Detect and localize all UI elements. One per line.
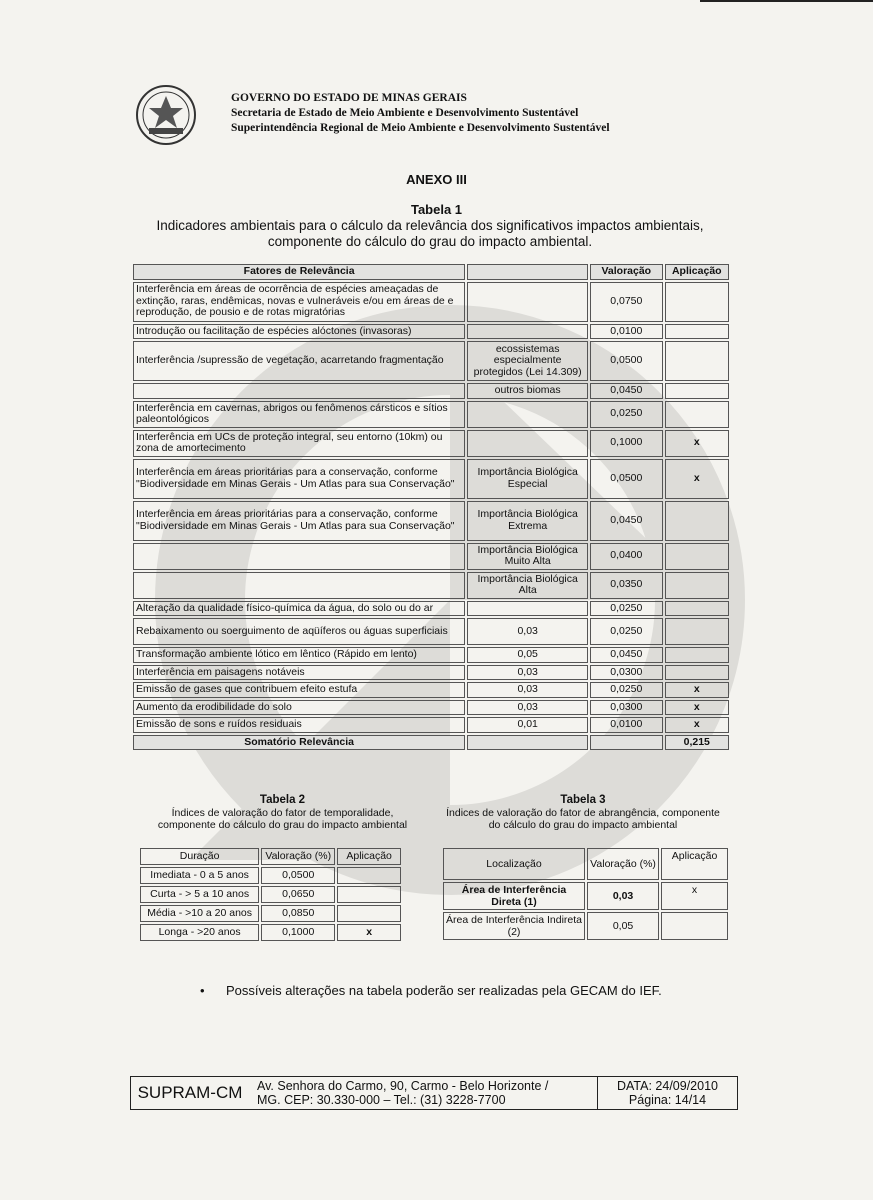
table-row xyxy=(133,401,729,428)
footer-address xyxy=(257,1079,548,1107)
category-cell xyxy=(467,282,588,322)
table-row xyxy=(133,717,729,733)
factor-cell: Interferência em áreas de ocorrência de espécies ameaçadas de extinção, raras, endêmicas, novas e vulneráveis e/ou em áreas de e reprodução, de pousio e de rotas migratórias xyxy=(133,282,465,322)
category-cell xyxy=(467,430,588,457)
table2-caption-line: Índices de valoração do fator de temporalidade, xyxy=(171,806,394,819)
scan-edge-line xyxy=(700,0,873,2)
location-cell: Área de Interferência Indireta (2) xyxy=(443,912,585,940)
footer-office: SUPRAM-CM xyxy=(137,1083,243,1102)
value-cell: 0,0100 xyxy=(590,717,662,733)
value-cell: 0,0350 xyxy=(590,572,662,599)
table1-title: Tabela 1 xyxy=(410,202,463,217)
letterhead-government: GOVERNO DO ESTADO DE MINAS GERAIS xyxy=(231,92,467,104)
factor-cell: Rebaixamento ou soerguimento de aqüíferos ou águas superficiais xyxy=(133,618,465,645)
category-cell: Importância Biológica Especial xyxy=(467,459,588,499)
footer-address-line: MG. CEP: 30.330-000 – Tel.: (31) 3228-7700 xyxy=(257,1093,506,1107)
value-cell: 0,1000 xyxy=(261,924,335,941)
value-cell: 0,0300 xyxy=(590,665,662,681)
footer-address-line: Av. Senhora do Carmo, 90, Carmo - Belo Horizonte / xyxy=(257,1079,549,1093)
duration-cell: Média - >10 a 20 anos xyxy=(140,905,259,922)
table-row xyxy=(133,700,729,716)
category-cell: 0,03 xyxy=(467,700,588,716)
duration-cell: Imediata - 0 a 5 anos xyxy=(140,867,259,884)
scope-table xyxy=(441,846,730,942)
value-cell: 0,0450 xyxy=(590,383,662,399)
table-row xyxy=(133,430,729,457)
table1-subtitle xyxy=(130,218,730,250)
application-cell xyxy=(337,867,401,884)
value-cell: 0,05 xyxy=(587,912,659,940)
table3-caption xyxy=(433,794,733,832)
value-cell: 0,1000 xyxy=(590,430,662,457)
table-row xyxy=(133,601,729,617)
application-cell xyxy=(665,647,729,663)
value-cell: 0,0750 xyxy=(590,282,662,322)
category-cell: 0,03 xyxy=(467,618,588,645)
note xyxy=(200,983,662,998)
table-row xyxy=(443,882,728,910)
table2-title: Tabela 2 xyxy=(259,794,306,806)
value-cell: 0,0250 xyxy=(590,618,662,645)
total-empty-cell xyxy=(467,735,588,751)
category-cell: 0,03 xyxy=(467,665,588,681)
header-cell: Localização xyxy=(443,848,585,880)
application-cell xyxy=(665,618,729,645)
table-row xyxy=(133,341,729,381)
header-cell: Valoração (%) xyxy=(261,848,335,865)
application-cell xyxy=(665,324,729,340)
total-value: 0,215 xyxy=(665,735,729,751)
table-header-row xyxy=(443,848,728,880)
value-cell: 0,0500 xyxy=(261,867,335,884)
factor-cell: Interferência em cavernas, abrigos ou fenômenos cársticos e sítios paleontológicos xyxy=(133,401,465,428)
category-cell: outros biomas xyxy=(467,383,588,399)
application-cell xyxy=(665,401,729,428)
table-row xyxy=(140,867,401,884)
application-cell xyxy=(665,601,729,617)
application-cell xyxy=(665,383,729,399)
table1-subtitle-line: Indicadores ambientais para o cálculo da relevância dos significativos impactos ambientais, xyxy=(156,218,704,233)
header-cell: Aplicação xyxy=(661,848,728,880)
category-cell: 0,03 xyxy=(467,682,588,698)
table-row xyxy=(133,324,729,340)
factor-cell: Interferência em UCs de proteção integral, seu entorno (10km) ou zona de amortecimento xyxy=(133,430,465,457)
table3-caption-line: Índices de valoração do fator de abrangência, componente xyxy=(446,806,720,819)
table-row xyxy=(133,383,729,399)
factor-cell xyxy=(133,543,465,570)
letterhead-superintendence: Superintendência Regional de Meio Ambiente e Desenvolvimento Sustentável xyxy=(231,122,610,134)
category-cell: ecossistemas especialmente protegidos (Lei 14.309) xyxy=(467,341,588,381)
category-cell: Importância Biológica Extrema xyxy=(467,501,588,541)
category-cell: 0,05 xyxy=(467,647,588,663)
value-cell: 0,0250 xyxy=(590,601,662,617)
table2-caption xyxy=(140,794,425,832)
table-row xyxy=(443,912,728,940)
category-cell xyxy=(467,601,588,617)
duration-cell: Longa - >20 anos xyxy=(140,924,259,941)
table-header-row xyxy=(133,264,729,280)
application-cell: x xyxy=(661,882,728,910)
footer-meta xyxy=(598,1079,737,1107)
factor-cell: Alteração da qualidade físico-química da água, do solo ou do ar xyxy=(133,601,465,617)
header-cell: Duração xyxy=(140,848,259,865)
value-cell: 0,0500 xyxy=(590,459,662,499)
duration-cell: Curta - > 5 a 10 anos xyxy=(140,886,259,903)
factor-cell: Introdução ou facilitação de espécies alóctones (invasoras) xyxy=(133,324,465,340)
temporality-table xyxy=(138,846,403,943)
header-cell: Valoração (%) xyxy=(587,848,659,880)
application-cell xyxy=(661,912,728,940)
application-cell: x xyxy=(337,924,401,941)
application-cell: x xyxy=(665,700,729,716)
header-cell: Fatores de Relevância xyxy=(133,264,465,280)
value-cell: 0,0250 xyxy=(590,682,662,698)
application-cell xyxy=(337,905,401,922)
category-cell xyxy=(467,324,588,340)
factor-cell: Aumento da erodibilidade do solo xyxy=(133,700,465,716)
table-row xyxy=(133,665,729,681)
table-header-row xyxy=(140,848,401,865)
value-cell: 0,0500 xyxy=(590,341,662,381)
table-row xyxy=(140,905,401,922)
table1-subtitle-line: componente do cálculo do grau do impacto ambiental. xyxy=(267,234,593,249)
value-cell: 0,0850 xyxy=(261,905,335,922)
total-empty-cell xyxy=(590,735,662,751)
letterhead-secretariat: Secretaria de Estado de Meio Ambiente e Desenvolvimento Sustentável xyxy=(231,107,579,119)
letterhead xyxy=(135,84,755,144)
application-cell: x xyxy=(665,430,729,457)
header-cell xyxy=(467,264,588,280)
factor-cell: Interferência /supressão de vegetação, acarretando fragmentação xyxy=(133,341,465,381)
value-cell: 0,0450 xyxy=(590,501,662,541)
table-row xyxy=(133,618,729,645)
factor-cell: Transformação ambiente lótico em lêntico (Rápido em lento) xyxy=(133,647,465,663)
factor-cell xyxy=(133,572,465,599)
annex-title: ANEXO III xyxy=(406,172,467,187)
footer-page: Página: 14/14 xyxy=(628,1093,707,1107)
table2-caption-line: componente do cálculo do grau do impacto ambiental xyxy=(157,819,408,831)
table-row xyxy=(133,282,729,322)
application-cell xyxy=(665,572,729,599)
bullet-icon: • xyxy=(200,983,205,998)
application-cell: x xyxy=(665,682,729,698)
category-cell xyxy=(467,401,588,428)
table-row xyxy=(133,459,729,499)
application-cell xyxy=(665,543,729,570)
table-row xyxy=(133,501,729,541)
footer-date: DATA: 24/09/2010 xyxy=(617,1079,718,1093)
factor-cell xyxy=(133,383,465,399)
value-cell: 0,0100 xyxy=(590,324,662,340)
table-row xyxy=(133,682,729,698)
value-cell: 0,0400 xyxy=(590,543,662,570)
value-cell: 0,0650 xyxy=(261,886,335,903)
table-row xyxy=(140,886,401,903)
table-row xyxy=(133,572,729,599)
footer-box xyxy=(130,1076,738,1110)
note-text: Possíveis alterações na tabela poderão ser realizadas pela GECAM do IEF. xyxy=(226,983,662,998)
category-cell: Importância Biológica Alta xyxy=(467,572,588,599)
application-cell xyxy=(337,886,401,903)
application-cell: x xyxy=(665,459,729,499)
total-label: Somatório Relevância xyxy=(133,735,465,751)
application-cell xyxy=(665,282,729,322)
table-row xyxy=(133,543,729,570)
table3-title: Tabela 3 xyxy=(560,794,606,806)
table-row xyxy=(140,924,401,941)
category-cell: Importância Biológica Muito Alta xyxy=(467,543,588,570)
factor-cell: Interferência em áreas prioritárias para a conservação, conforme "Biodiversidade em Minas Gerais - Um Atlas para sua Conservação" xyxy=(133,501,465,541)
relevance-table xyxy=(131,262,731,752)
table3-caption-line: do cálculo do grau do impacto ambiental xyxy=(488,819,678,831)
factor-cell: Emissão de sons e ruídos residuais xyxy=(133,717,465,733)
application-cell xyxy=(665,665,729,681)
state-seal-icon xyxy=(135,84,197,146)
total-row xyxy=(133,735,729,751)
table-row xyxy=(133,647,729,663)
factor-cell: Emissão de gases que contribuem efeito estufa xyxy=(133,682,465,698)
value-cell: 0,0300 xyxy=(590,700,662,716)
factor-cell: Interferência em áreas prioritárias para a conservação, conforme "Biodiversidade em Minas Gerais - Um Atlas para sua Conservação" xyxy=(133,459,465,499)
header-cell: Aplicação xyxy=(665,264,729,280)
header-cell: Aplicação xyxy=(337,848,401,865)
application-cell xyxy=(665,341,729,381)
value-cell: 0,0450 xyxy=(590,647,662,663)
application-cell: x xyxy=(665,717,729,733)
header-cell: Valoração xyxy=(590,264,662,280)
value-cell: 0,0250 xyxy=(590,401,662,428)
factor-cell: Interferência em paisagens notáveis xyxy=(133,665,465,681)
category-cell: 0,01 xyxy=(467,717,588,733)
application-cell xyxy=(665,501,729,541)
location-cell: Área de Interferência Direta (1) xyxy=(443,882,585,910)
value-cell: 0,03 xyxy=(587,882,659,910)
